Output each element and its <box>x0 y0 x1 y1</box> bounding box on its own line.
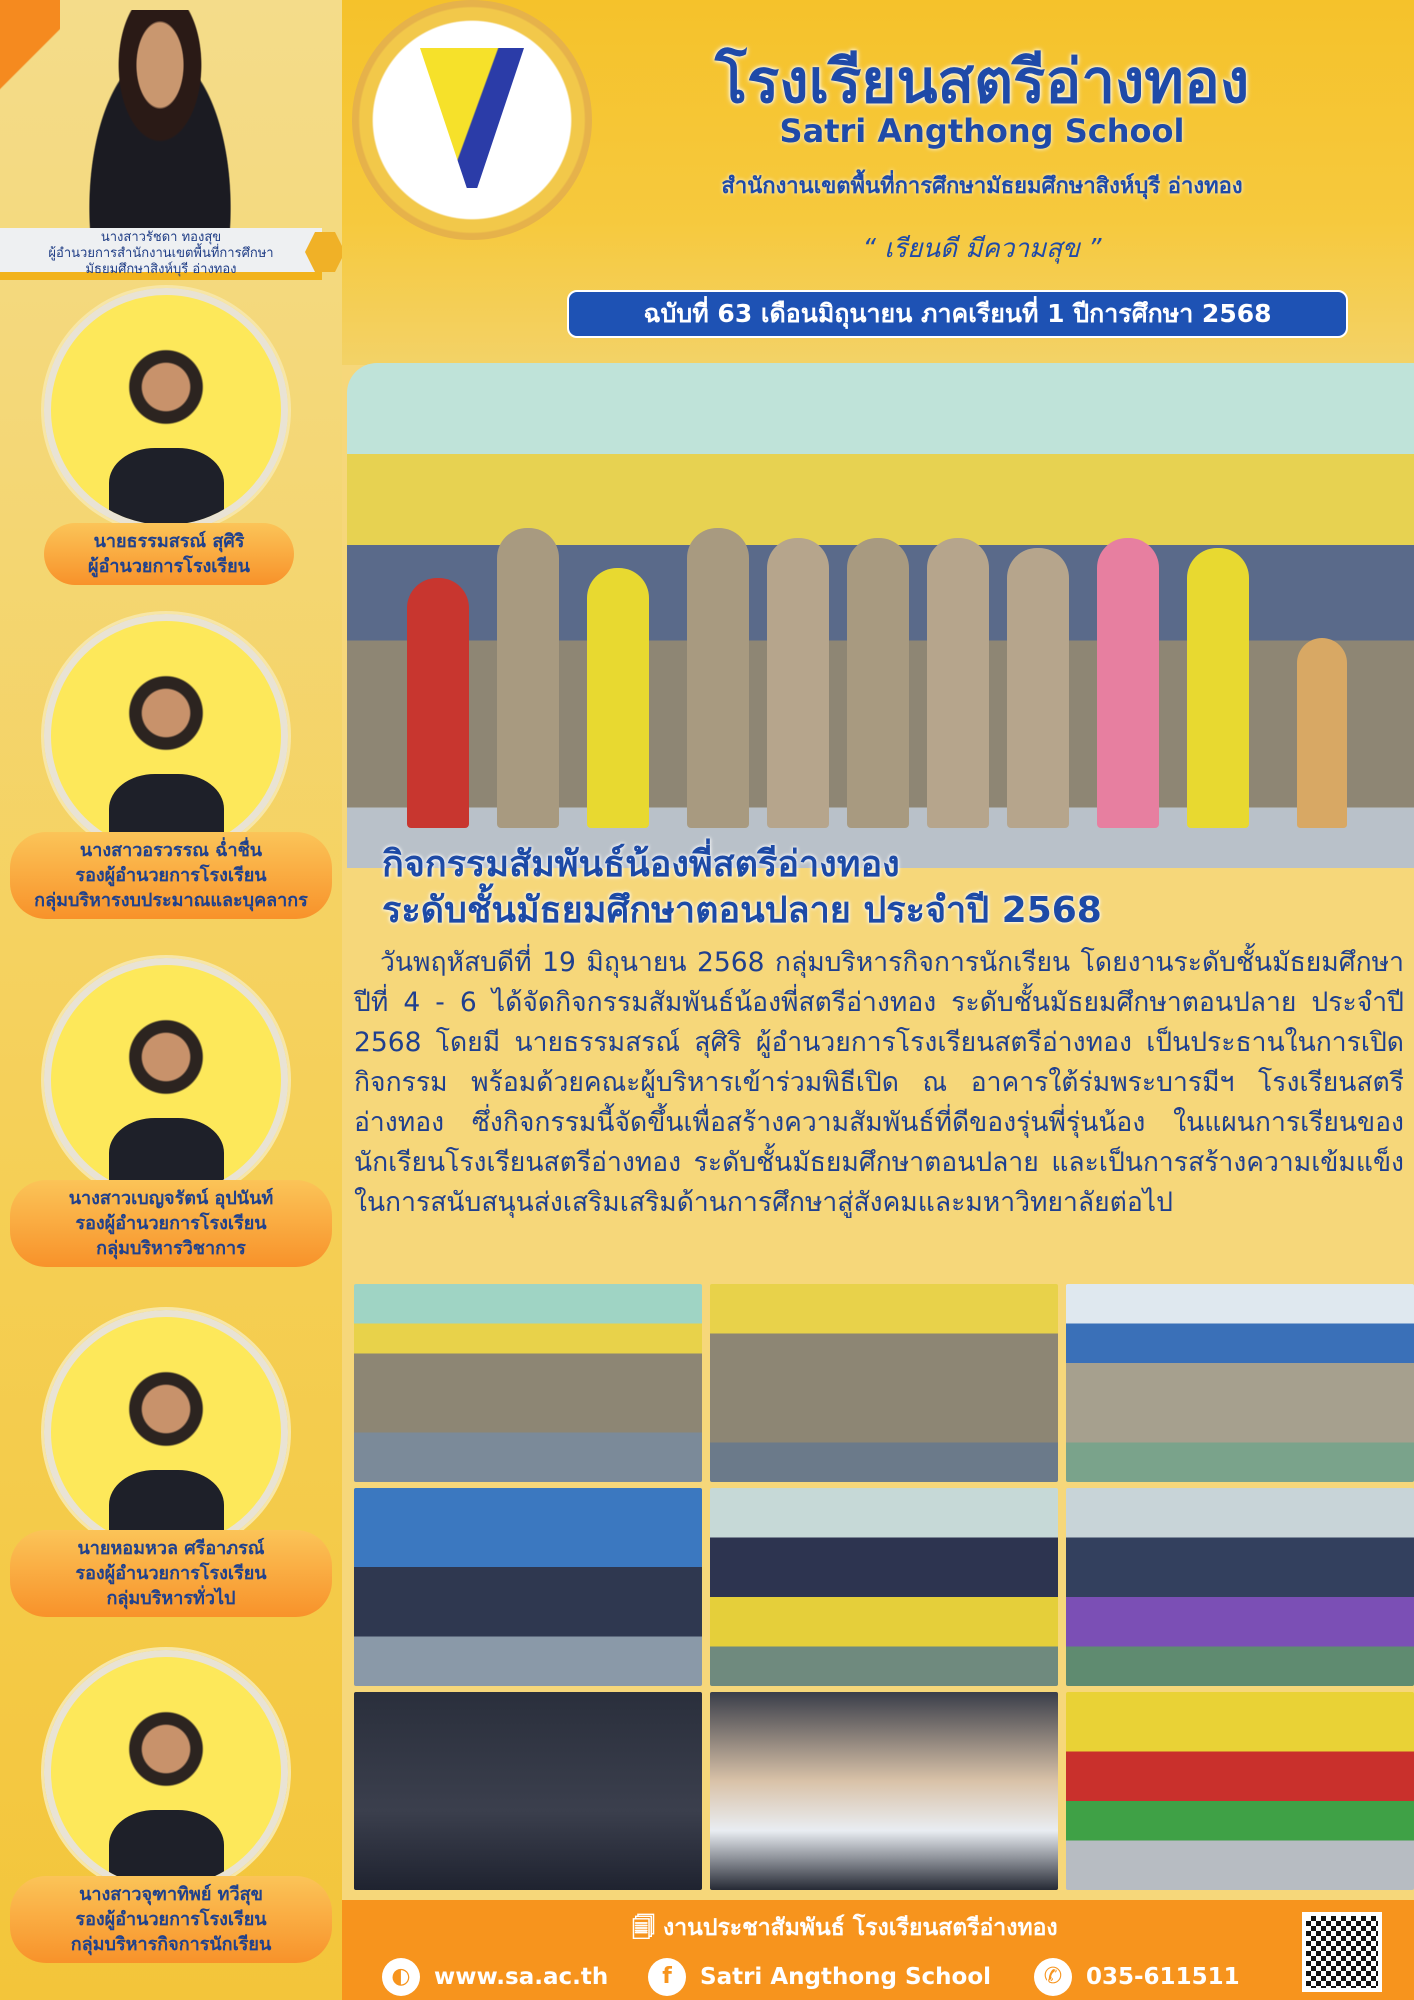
admin-role: รองผู้อำนวยการโรงเรียน <box>75 1563 267 1584</box>
phone-link[interactable] <box>1034 1958 1240 1996</box>
facebook-text: Satri Angthong School <box>700 1964 992 1990</box>
gallery-photo <box>354 1284 702 1482</box>
admin-role: รองผู้อำนวยการโรงเรียน <box>75 1909 267 1930</box>
header <box>342 0 1414 365</box>
gallery-photo <box>1066 1692 1414 1890</box>
footer-title-text: งานประชาสัมพันธ์ โรงเรียนสตรีอ่างทอง <box>662 1915 1058 1941</box>
facebook-icon: f <box>648 1958 686 1996</box>
newsletter-main <box>342 0 1414 2000</box>
headline-line-2: ระดับชั้นมัธยมศึกษาตอนปลาย ประจำปี 2568 <box>382 890 1102 931</box>
official-photo <box>70 10 250 230</box>
official-title: ผู้อำนวยการสำนักงานเขตพื้นที่การศึกษา <box>48 246 274 261</box>
admin-label <box>10 1530 332 1617</box>
document-icon: 🗐 <box>632 1915 663 1941</box>
website-link[interactable] <box>382 1958 608 1996</box>
education-office: สำนักงานเขตพื้นที่การศึกษามัธยมศึกษาสิงห์บุรี อ่างทอง <box>721 174 1243 199</box>
footer <box>342 1900 1414 2000</box>
gallery-photo <box>354 1488 702 1686</box>
phone-icon: ✆ <box>1034 1958 1072 1996</box>
globe-icon: ◐ <box>382 1958 420 1996</box>
facebook-link[interactable] <box>648 1958 991 1996</box>
admin-name: นางสาวจุฑาทิพย์ ทวีสุข <box>79 1884 263 1905</box>
qr-code[interactable] <box>1302 1912 1382 1992</box>
gallery-photo <box>710 1284 1058 1482</box>
admin-group: กลุ่มบริหารวิชาการ <box>96 1238 246 1259</box>
shield-emblem-icon <box>420 48 524 188</box>
main-event-photo <box>347 363 1414 868</box>
school-name-th: โรงเรียนสตรีอ่างทอง <box>714 47 1250 117</box>
admin-photo <box>44 1310 288 1554</box>
phone-text: 035-611511 <box>1086 1964 1240 1990</box>
article-headline <box>382 842 1102 934</box>
admin-label <box>10 1876 332 1963</box>
administrator-sidebar <box>0 0 342 2000</box>
admin-group: กลุ่มบริหารงบประมาณและบุคลากร <box>34 890 308 911</box>
gallery-photo <box>710 1488 1058 1686</box>
website-text: www.sa.ac.th <box>434 1964 609 1990</box>
gallery-photo <box>1066 1488 1414 1686</box>
gallery-photo <box>354 1692 702 1890</box>
admin-name: นางสาวอรวรรณ ฉ่ำชื่น <box>79 840 263 861</box>
admin-name: นายหอมหวล ศรีอาภรณ์ <box>77 1538 265 1559</box>
official-area: มัธยมศึกษาสิงห์บุรี อ่างทอง <box>85 262 237 277</box>
gallery-photo <box>710 1692 1058 1890</box>
admin-role: ผู้อำนวยการโรงเรียน <box>88 556 250 577</box>
issue-banner: ฉบับที่ 63 เดือนมิถุนายน ภาคเรียนที่ 1 ปีการศึกษา 2568 <box>567 290 1348 338</box>
school-logo <box>352 0 592 240</box>
footer-title <box>632 1910 1058 1950</box>
school-name-en: Satri Angthong School <box>779 112 1185 150</box>
admin-label <box>10 1180 332 1267</box>
article-body: วันพฤหัสบดีที่ 19 มิถุนายน 2568 กลุ่มบริหารกิจการนักเรียน โดยงานระดับชั้นมัธยมศึกษาปีที่ 4 - 6 ได้จัดกิจกรรมสัมพันธ์น้องพี่สตรีอ่างทอง ระดับชั้นมัธยมศึกษาตอนปลาย ประจำปี 2568 โดยมี นายธรรมสรณ์ สุศิริ ผู้อำนวยการโรงเรียนสตรีอ่างทอง เป็นประธานในการเปิดกิจกรรม พร้อมด้วยคณะผู้บริหารเข้าร่วมพิธีเปิด ณ อาคารใต้ร่มพระบารมีฯ โรงเรียนสตรีอ่างทอง ซึ่งกิจกรรมนี้จัดขึ้นเพื่อสร้างความสัมพันธ์ที่ดีของรุ่นพี่รุ่นน้อง ในแผนการเรียนของนักเรียนโรงเรียนสตรีอ่างทอง ระดับชั้นมัธยมศึกษาตอนปลาย และเป็นการสร้างความเข้มแข็งในการสนับสนุนส่งเสริมเสริมด้านการศึกษาสู่สังคมและมหาวิทยาลัยต่อไป <box>354 947 1404 1218</box>
admin-name: นางสาวเบญจรัตน์ อุปนันท์ <box>68 1188 274 1209</box>
admin-photo <box>44 1650 288 1894</box>
admin-label <box>10 832 332 919</box>
admin-group: กลุ่มบริหารทั่วไป <box>106 1588 236 1609</box>
admin-photo <box>44 958 288 1202</box>
admin-role: รองผู้อำนวยการโรงเรียน <box>75 865 267 886</box>
admin-group: กลุ่มบริหารกิจการนักเรียน <box>70 1934 272 1955</box>
admin-role: รองผู้อำนวยการโรงเรียน <box>75 1213 267 1234</box>
photo-gallery <box>354 1284 1414 1890</box>
school-motto: “ เรียนดี มีความสุข ” <box>862 234 1102 264</box>
admin-label <box>44 523 294 585</box>
admin-name: นายธรรมสรณ์ สุศิริ <box>93 531 245 552</box>
official-caption <box>0 228 322 280</box>
gallery-photo <box>1066 1284 1414 1482</box>
admin-photo <box>44 288 288 532</box>
admin-photo <box>44 614 288 858</box>
official-name: นางสาวรัชดา ทองสุข <box>100 230 222 245</box>
headline-line-1: กิจกรรมสัมพันธ์น้องพี่สตรีอ่างทอง <box>382 844 900 885</box>
